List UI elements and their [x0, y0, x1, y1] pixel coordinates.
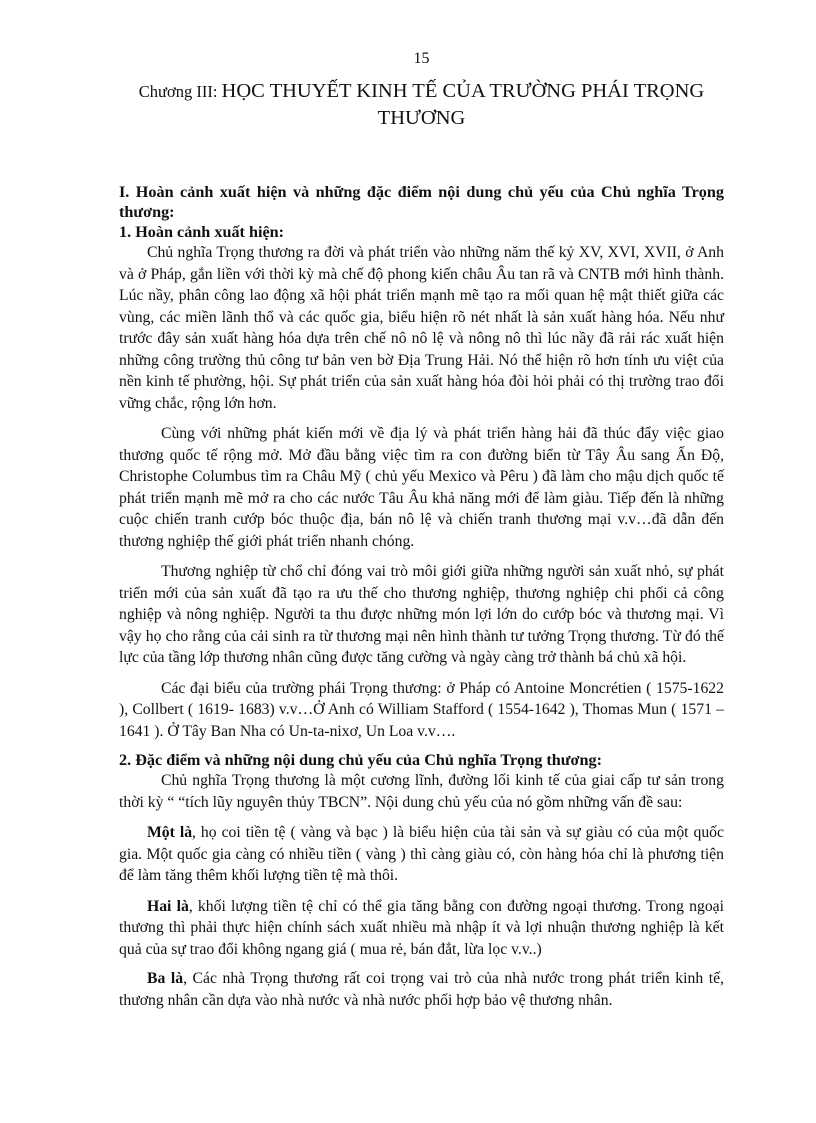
point-paragraph [119, 896, 724, 961]
point-text: , họ coi tiền tệ ( vàng và bạc ) là biểu hiện của tài sản và sự giàu có của một quốc gia. Một quốc gia càng có nhiều tiền ( vàng ) thì càng giàu có, còn hàng hóa chỉ là phương tiện để làm tăng thêm khối lượng tiền tệ mà thôi. [119, 824, 724, 884]
point-text: , khối lượng tiền tệ chỉ có thể gia tăng bằng con đường ngoại thương. Trong ngoại thương thì phải thực hiện chính sách xuất nhiều mà nhập ít và lợi nhuận thương nghiệp là kết quả của sự trao đổi không ngang giá ( mua rẻ, bán đắt, lừa lọc v.v..) [119, 897, 725, 958]
point-text: , Các nhà Trọng thương rất coi trọng vai trò của nhà nước trong phát triển kinh tế, thương nhân cần dựa vào nhà nước và nhà nước phối hợp bảo vệ thương nhân. [119, 970, 724, 1009]
point-label: Một là [147, 824, 193, 841]
point-label: Ba là [147, 970, 184, 987]
point-paragraph [119, 968, 724, 1011]
paragraph: Chủ nghĩa Trọng thương là một cương lĩnh, đường lối kinh tế của giai cấp tư sản trong thời kỳ “ “tích lũy nguyên thủy TBCN”. Nội dung chủ yếu của nó gồm những vấn đề sau: [119, 772, 724, 811]
chapter-title [119, 78, 724, 132]
subsection-heading-1: 1. Hoàn cảnh xuất hiện: [119, 223, 285, 241]
paragraph: Chủ nghĩa Trọng thương ra đời và phát triển vào những năm thế kỷ XV, XVI, XVII, ở Anh và ở Pháp, gắn liền với thời kỳ mà chế độ phong kiến châu Âu tan rã và CNTB mới hình thành. Lúc nầy, phân công lao động xã hội phát triển mạnh mẽ tạo ra mối quan hệ mật thiết giữa các vùng, các miền lãnh thổ và các quốc gia, biểu hiện rõ nét nhất là sản xuất hàng hóa. Nếu như trước đây sản xuất hàng hóa dựa trên chế nô nô lệ và nông nô thì lúc nầy đã rải rác xuất hiện những công trường thủ công tư bản ven bờ Địa Trung Hải. Nó thể hiện rõ hơn tính ưu việt của nền kinh tế phường, hội. Sự phát triển của sản xuất hàng hóa đòi hỏi phải có thị trường trao đổi vững chắc, rộng lớn hơn. [119, 244, 724, 412]
paragraph: Cùng với những phát kiến mới về địa lý và phát triển hàng hải đã thúc đẩy việc giao thương quốc tế rộng mở. Mở đầu bằng việc tìm ra con đường biển từ Tây Âu sang Ấn Độ, Christophe Columbus tìm ra Châu Mỹ ( chủ yếu Mexico và Pêru ) đã làm cho mậu dịch quốc tế phát triển mạnh mẽ mở ra cho các nước Tâu Âu khả năng mới để làm giàu. Tiếp đến là những cuộc chiến tranh cướp bóc thuộc địa, bán nô lệ và chiến tranh thương mại v.v…đã dẫn đến thương nghiệp thế giới phát triển nhanh chóng. [119, 425, 724, 550]
paragraph: Các đại biểu của trường phái Trọng thương: ở Pháp có Antoine Moncrétien ( 1575-1622 ), Collbert ( 1619- 1683) v.v…Ở Anh có William Stafford ( 1554-1642 ), Thomas Mun ( 1571 – 1641 ). Ở Tây Ban Nha có Un-ta-nixơ, Un Loa v.v…. [119, 679, 724, 740]
chapter-prefix: Chương III: [138, 82, 222, 101]
point-label: Hai là [147, 897, 189, 915]
subsection-heading-2: 2. Đặc điểm và những nội dung chủ yếu của Chủ nghĩa Trọng thương: [119, 751, 602, 769]
section-heading: I. Hoàn cảnh xuất hiện và những đặc điểm nội dung chủ yếu của Chủ nghĩa Trọng thương: [119, 183, 724, 221]
page-number: 15 [413, 50, 430, 67]
paragraph: Thương nghiệp từ chổ chỉ đóng vai trò môi giới giữa những người sản xuất nhỏ, sự phát triển mới của sản xuất đã tạo ra ưu thế cho thương nghiệp, thương nghiệp chi phối cả công nghiệp và nông nghiệp. Người ta thu được những món lợi lớn do cướp bóc và thương mại. Vì vậy họ cho rằng của cải sinh ra từ thương mại nên hình thành tư tưởng Trọng thương. Từ đó thế lực của tầng lớp thương nhân cũng được tăng cường và ngày càng trở thành bá chủ xã hội. [119, 563, 724, 666]
document-page [119, 0, 724, 1011]
chapter-title-text: HỌC THUYẾT KINH TẾ CỦA TRƯỜNG PHÁI TRỌNG THƯƠNG [221, 80, 705, 129]
point-paragraph [119, 822, 724, 887]
